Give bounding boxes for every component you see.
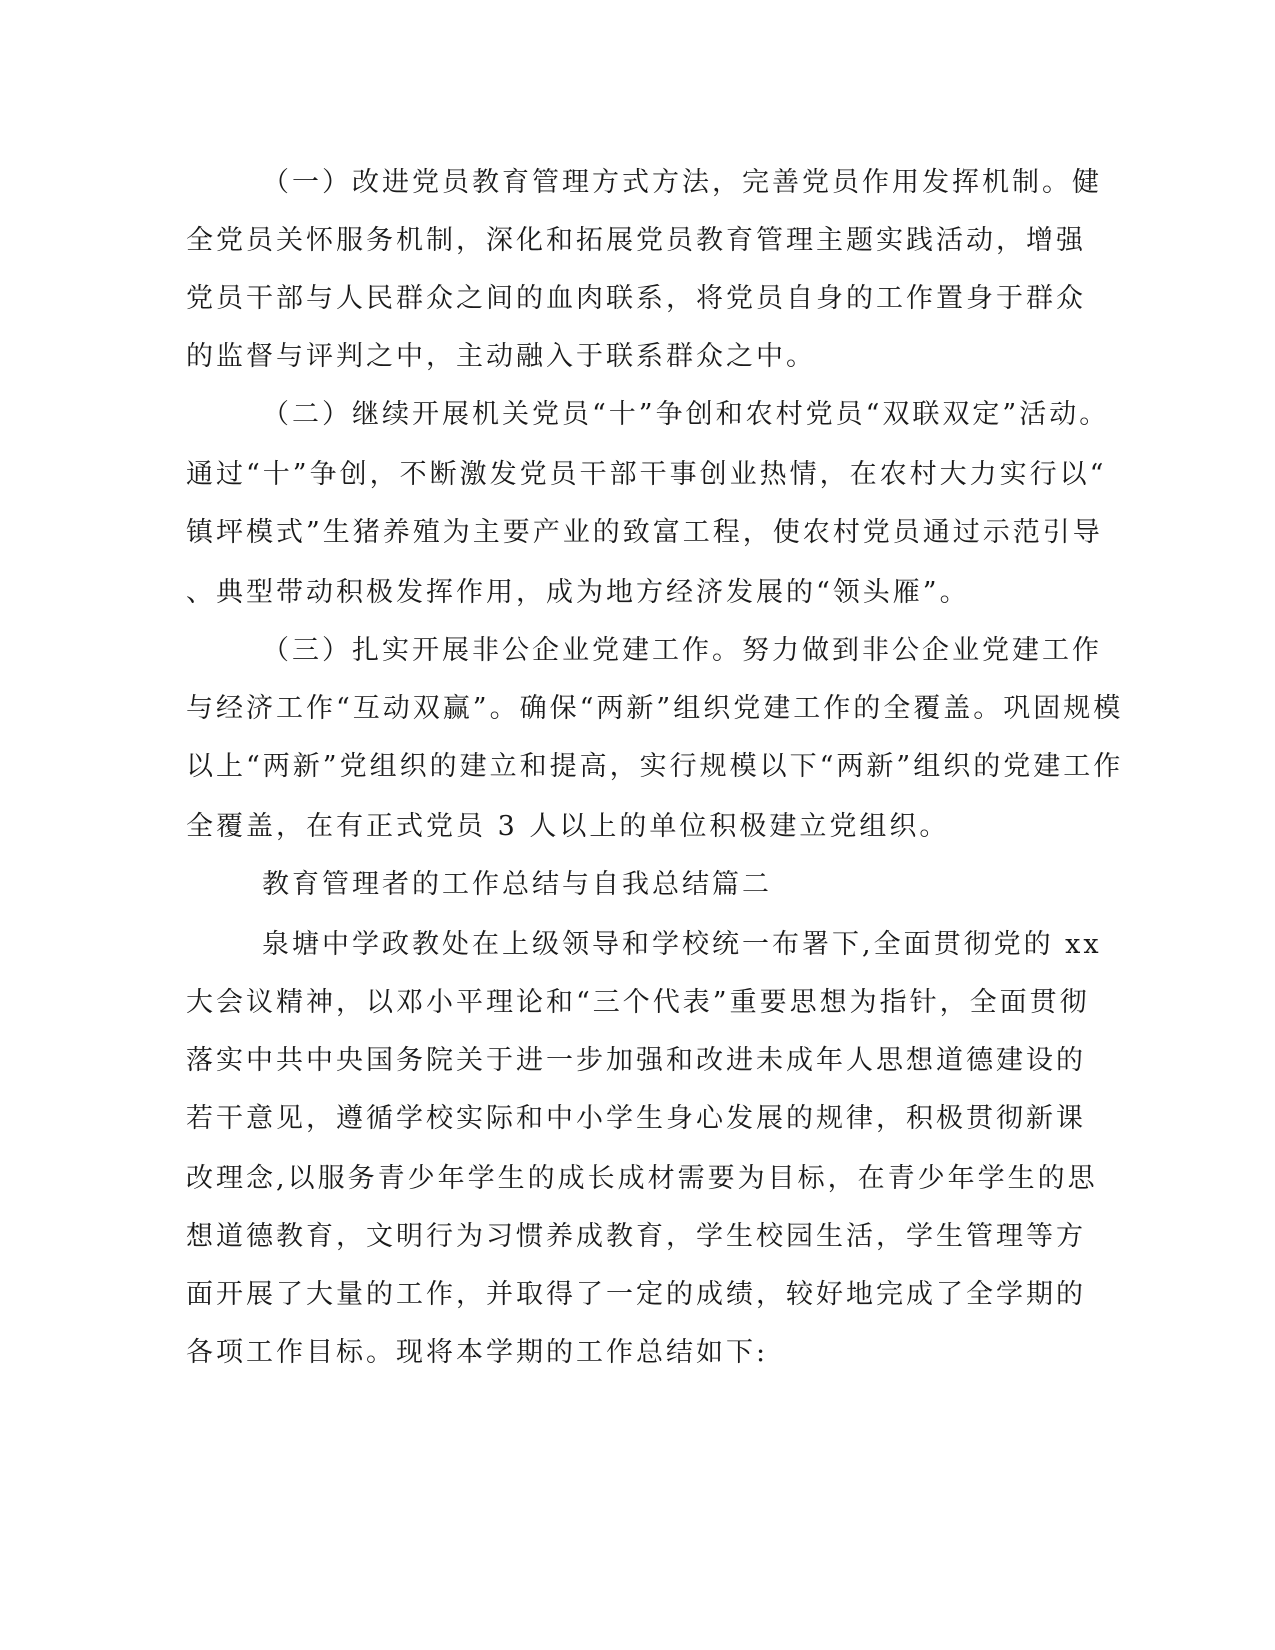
paragraph-3-line-4: 全覆盖，在有正式党员 3 人以上的单位积极建立党组织。 — [186, 811, 950, 842]
paragraph-4-line-2: 大会议精神，以邓小平理论和“三个代表”重要思想为指针，全面贯彻 — [186, 987, 1090, 1018]
paragraph-4-line-8: 各项工作目标。现将本学期的工作总结如下: — [186, 1337, 769, 1368]
paragraph-1-line-3: 党员干部与人民群众之间的血肉联系，将党员自身的工作置身于群众 — [186, 283, 1086, 314]
paragraph-1-line-2: 全党员关怀服务机制，深化和拓展党员教育管理主题实践活动，增强 — [186, 225, 1086, 256]
paragraph-2-line-2: 通过“十”争创，不断激发党员干部干事创业热情，在农村大力实行以“ — [186, 459, 1107, 490]
paragraph-3-line-1: （三）扎实开展非公企业党建工作。努力做到非公企业党建工作 — [262, 635, 1102, 666]
paragraph-3-line-2: 与经济工作“互动双赢”。确保“两新”组织党建工作的全覆盖。巩固规模 — [186, 693, 1124, 724]
paragraph-1-line-4: 的监督与评判之中，主动融入于联系群众之中。 — [186, 341, 816, 372]
paragraph-2-line-1: （二）继续开展机关党员“十”争创和农村党员“双联双定”活动。 — [262, 399, 1110, 430]
paragraph-4-line-7: 面开展了大量的工作，并取得了一定的成绩，较好地完成了全学期的 — [186, 1279, 1086, 1310]
paragraph-4-line-1: 泉塘中学政教处在上级领导和学校统一布署下,全面贯彻党的 xx — [262, 929, 1102, 960]
paragraph-2-line-4: 、典型带动积极发挥作用，成为地方经济发展的“领头雁”。 — [186, 577, 970, 608]
paragraph-4-line-6: 想道德教育，文明行为习惯养成教育，学生校园生活，学生管理等方 — [186, 1221, 1086, 1252]
section-heading: 教育管理者的工作总结与自我总结篇二 — [262, 869, 772, 900]
paragraph-3-line-3: 以上“两新”党组织的建立和提高，实行规模以下“两新”组织的党建工作 — [186, 751, 1124, 782]
paragraph-2-line-3: 镇坪模式”生猪养殖为主要产业的致富工程，使农村党员通过示范引导 — [186, 517, 1103, 548]
paragraph-1-line-1: （一）改进党员教育管理方式方法，完善党员作用发挥机制。健 — [262, 167, 1102, 198]
paragraph-4-line-5: 改理念,以服务青少年学生的成长成材需要为目标，在青少年学生的思 — [186, 1163, 1098, 1194]
paragraph-4-line-4: 若干意见，遵循学校实际和中小学生身心发展的规律，积极贯彻新课 — [186, 1103, 1086, 1134]
paragraph-4-line-3: 落实中共中央国务院关于进一步加强和改进未成年人思想道德建设的 — [186, 1045, 1086, 1076]
